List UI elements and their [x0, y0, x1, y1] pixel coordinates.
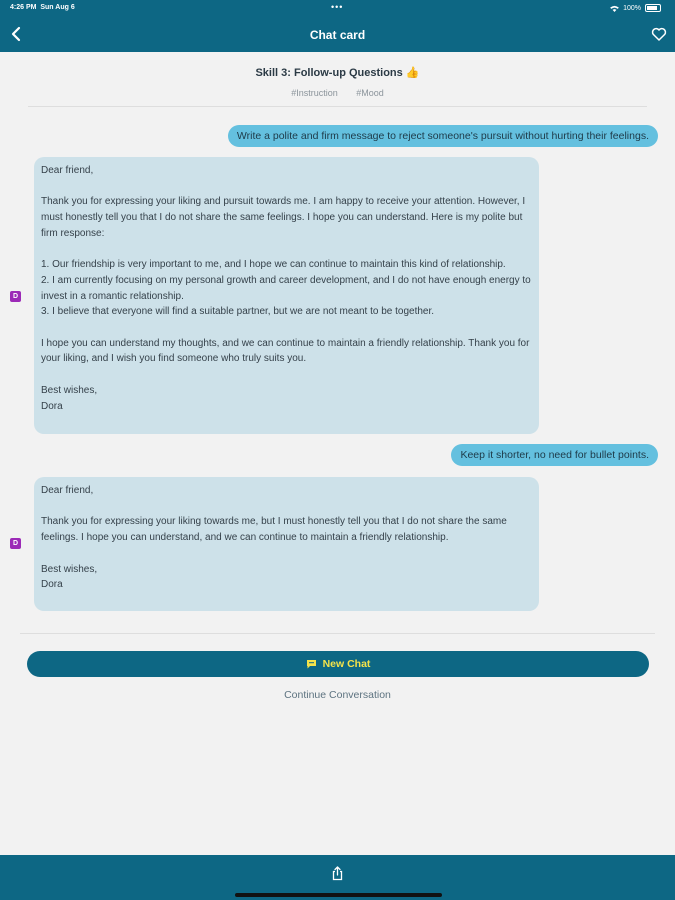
- page-title: Chat card: [309, 28, 366, 42]
- chat-bubble-icon: [306, 659, 317, 669]
- user-message: Keep it shorter, no need for bullet points.: [451, 444, 658, 466]
- top-bar: [0, 0, 675, 52]
- bottom-bar: [0, 855, 675, 900]
- continue-conversation-link[interactable]: Continue Conversation: [284, 689, 391, 701]
- multitasking-dots[interactable]: •••: [331, 2, 344, 12]
- home-indicator[interactable]: [235, 893, 442, 897]
- bot-avatar: D: [10, 538, 21, 549]
- tag-list: [0, 88, 675, 98]
- status-date: Sun Aug 6: [40, 4, 75, 11]
- wifi-icon: [610, 5, 619, 12]
- battery-percent: 100%: [623, 4, 641, 12]
- bot-message: Dear friend, Thank you for expressing your liking and pursuit towards me. I am happy to receive your attention. However, I must honestly tell you that I do not share the same feelings. I hope you can understand. Here is my polite but firm response: 1. Our friendship is very important to me, and I hope we can continue to maintain this kind of relationship. 2. I am currently focusing on my personal growth and career development, and I do not have enough energy to invest in a romantic relationship. 3. I believe that everyone will find a suitable partner, but we are not meant to be together. I hope you can understand my thoughts, and we can continue to maintain a friendly relationship. Thank you for your liking, and I wish you find someone who truly suits you. Best wishes, Dora: [34, 157, 539, 434]
- new-chat-button[interactable]: [27, 651, 649, 677]
- tag-mood[interactable]: #Mood: [356, 88, 384, 98]
- bot-avatar: D: [10, 291, 21, 302]
- bot-message: Dear friend, Thank you for expressing your liking towards me, but I must honestly tell you that I do not share the same feelings. I hope you can understand, and we can continue to maintain a friendly relationship. Best wishes, Dora: [34, 477, 539, 611]
- back-button[interactable]: [8, 25, 26, 43]
- user-message: Write a polite and firm message to reject someone's pursuit without hurting their feelings.: [228, 125, 658, 147]
- footer-divider: [20, 633, 655, 634]
- new-chat-label: New Chat: [322, 658, 371, 670]
- status-time: [10, 4, 75, 11]
- card-title: Skill 3: Follow-up Questions 👍: [255, 67, 420, 79]
- favorite-button[interactable]: [651, 26, 667, 42]
- tag-instruction[interactable]: #Instruction: [291, 88, 338, 98]
- status-indicators: [610, 4, 661, 12]
- share-icon[interactable]: [330, 866, 345, 881]
- status-clock: 4:26 PM: [10, 4, 37, 11]
- battery-icon: [645, 4, 661, 12]
- header-divider: [28, 106, 647, 107]
